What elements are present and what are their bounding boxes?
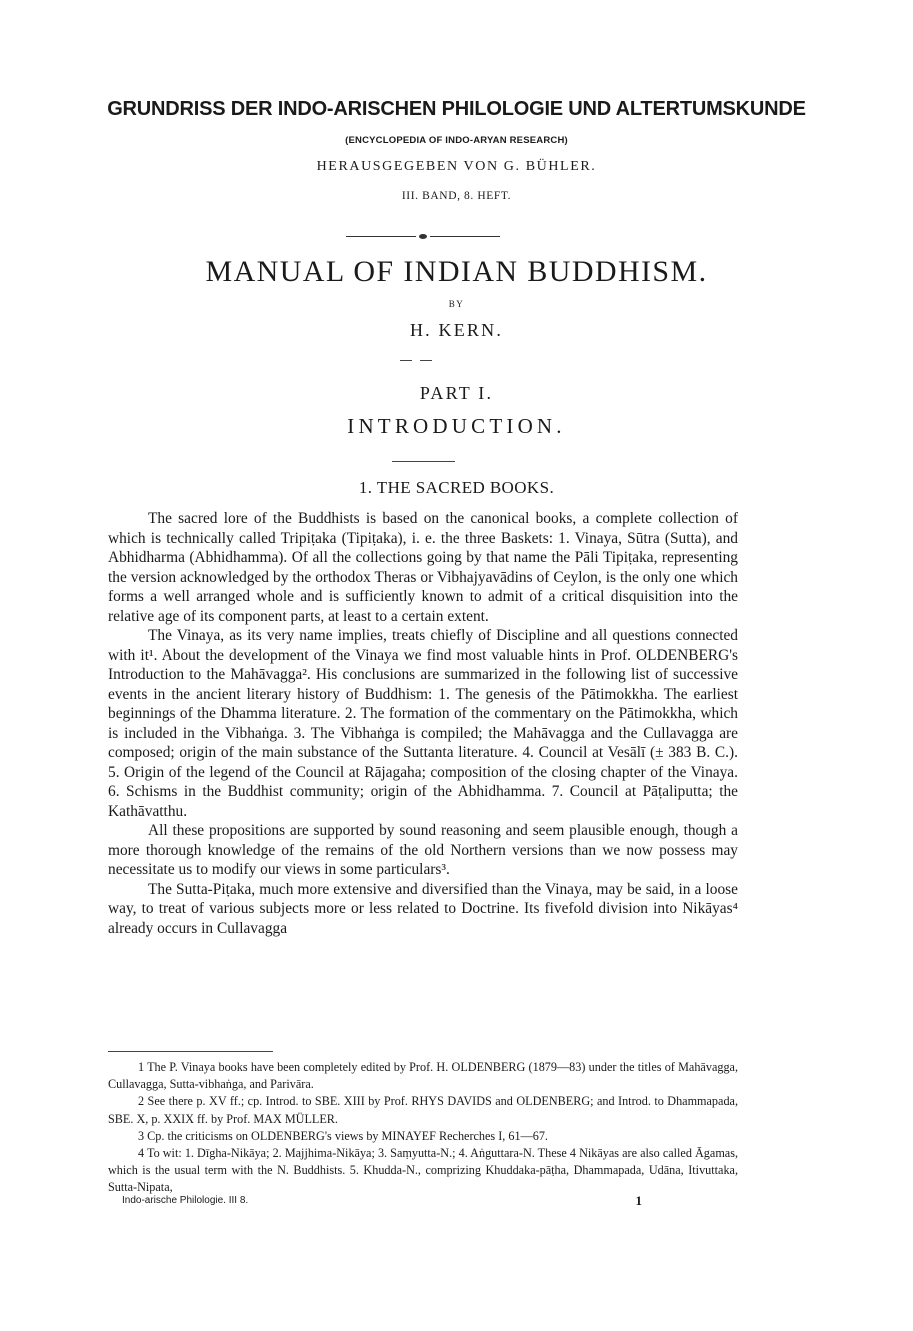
divider-dash xyxy=(420,360,432,361)
body-paragraph: All these propositions are supported by sound reasoning and seem plausible enough, though a more thorough knowledge of the remains of the old Northern versions than we now possess may necessitate us to modify our views in some particulars³. xyxy=(108,822,738,878)
series-title: GRUNDRISS DER INDO-ARISCHEN PHILOLOGIE UND ALTERTUMSKUNDE xyxy=(107,98,806,120)
body-paragraph: The sacred lore of the Buddhists is based on the canonical books, a complete collection of which is technically called Tripiṭaka (Tipiṭaka), i. e. the three Baskets: 1. Vinaya, Sūtra (Sutta), and Abhidharma (Abhidhamma). Of all the collections going by that name the Pāli Tipiṭaka, representing the version acknowledged by the orthodox Theras or Vibhajyavādins of Ceylon, is the only one which forms a well arranged whole and is sufficiently known to admit of a critical disquisition into the relative age of its component parts, at least to a certain extent. xyxy=(108,510,738,625)
footnote: 3 Cp. the criticisms on OLDENBERG's views by MINAYEF Recherches I, 61—67. xyxy=(138,1128,548,1143)
part-heading: PART I. xyxy=(419,383,494,403)
footnotes xyxy=(108,1059,738,1197)
divider-dash xyxy=(400,360,412,361)
ornament-divider xyxy=(346,234,500,240)
book-title: MANUAL OF INDIAN BUDDHISM. xyxy=(205,255,708,288)
footnote-rule xyxy=(108,1051,273,1052)
printer-signature: Indo-arische Philologie. III 8. xyxy=(122,1195,249,1206)
divider-rule xyxy=(392,461,455,462)
series-subtitle: (ENCYCLOPEDIA OF INDO-ARYAN RESEARCH) xyxy=(345,135,568,146)
body-paragraph: The Sutta-Piṭaka, much more extensive and diversified than the Vinaya, may be said, in a loose way, to treat of various subjects more or less related to Doctrine. Its fivefold division into Nikāyas⁴ already occurs in Cullavagga xyxy=(108,880,738,937)
body-text xyxy=(108,509,738,938)
chapter-heading: 1. THE SACRED BOOKS. xyxy=(358,478,555,497)
footnote: 1 The P. Vinaya books have been completely edited by Prof. H. OLDENBERG (1879—83) under the titles of Mahāvagga, Cullavagga, Sutta-vibhaṅga, and Parivāra. xyxy=(108,1060,738,1092)
page-footer xyxy=(122,1193,642,1209)
footnote: 2 See there p. XV ff.; cp. Introd. to SBE. XIII by Prof. RHYS DAVIDS and OLDENBERG; and Introd. to Dhammapada, SBE. X, p. XXIX ff. by Prof. MAX MÜLLER. xyxy=(108,1094,738,1126)
footnote: 4 To wit: 1. Dīgha-Nikāya; 2. Majjhima-Nikāya; 3. Saṃyutta-N.; 4. Aṅguttara-N. These 4 Nikāyas are also called Āgamas, which is the usual term with the N. Buddhists. 5. Khudda-N., comprizing Khuddaka-pāṭha, Dhammapada, Udāna, Itivuttaka, Sutta-Nipata, xyxy=(108,1146,738,1195)
section-heading: INTRODUCTION. xyxy=(347,414,566,438)
page-number: 1 xyxy=(635,1193,642,1208)
body-paragraph: The Vinaya, as its very name implies, treats chiefly of Discipline and all questions connected with it¹. About the development of the Vinaya we find most valuable hints in Prof. OLDENBERG's Introduction to the Mahāvagga². His conclusions are summarized in the following list of successive events in the ancient literary history of Buddhism: 1. The genesis of the Pātimokkha. The earliest beginnings of the Dhamma literature. 2. The formation of the commentary on the Pātimokkha, which is included in the Vibhaṅga. 3. The Vibhaṅga is compiled; the Mahāvagga and the Cullavagga are composed; origin of the main substance of the Suttanta literature. 4. Council at Vesālī (± 383 B. C.). 5. Origin of the legend of the Council at Rājagaha; composition of the closing chapter of the Vinaya. 6. Schisms in the Buddhist community; origin of the Abhidhamma. 7. Council at Pāṭaliputta; the Kathāvatthu. xyxy=(108,627,738,820)
by-line: BY xyxy=(448,299,465,309)
volume-line: III. BAND, 8. HEFT. xyxy=(401,190,512,202)
author-name: H. KERN. xyxy=(409,320,504,340)
editor-line: HERAUSGEGEBEN VON G. BÜHLER. xyxy=(316,159,597,174)
